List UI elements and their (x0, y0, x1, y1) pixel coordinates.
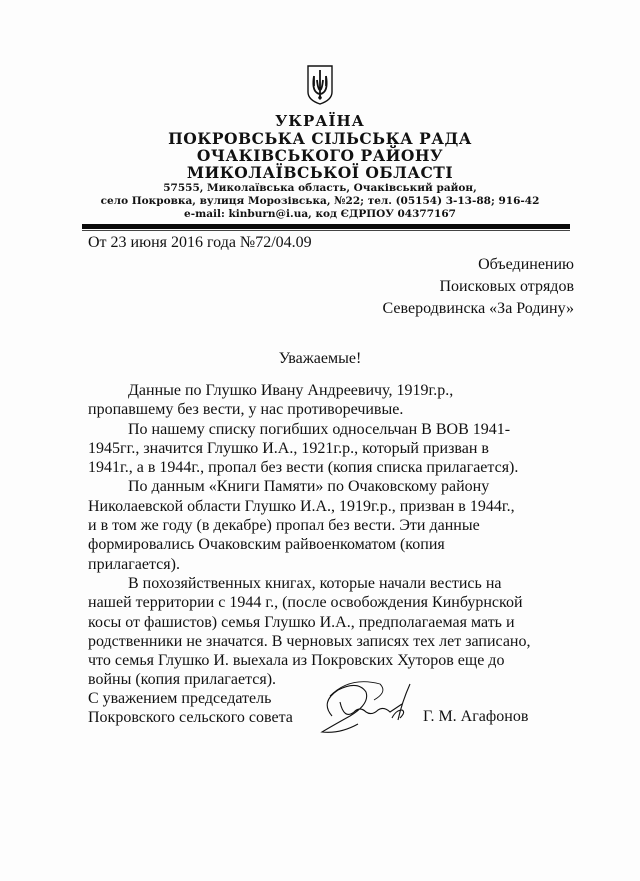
header-council: ПОКРОВСЬКА СІЛЬСЬКА РАДА (168, 129, 472, 148)
signer-name: Г. М. Агафонов (423, 708, 529, 725)
header-region: МИКОЛАЇВСЬКОЇ ОБЛАСТІ (186, 163, 454, 182)
letter-date-reference: От 23 июня 2016 года №72/04.09 (88, 234, 312, 251)
closing-line: Покровского сельского совета (88, 709, 293, 726)
body-line: пропавшему без вести, у нас противоречивые. (88, 401, 404, 419)
letter-body (88, 381, 568, 690)
addressee-line: Северодвинска «За Родину» (382, 300, 574, 317)
body-line: Данные по Глушко Ивану Андреевичу, 1919г.р., (128, 382, 454, 399)
body-line: В похозяйственных книгах, которые начали вестись на (128, 574, 502, 592)
body-line: По данным «Книги Памяти» по Очаковскому району (128, 478, 490, 496)
paragraph (88, 477, 568, 573)
handwritten-signature-icon (310, 672, 420, 742)
header-district: ОЧАКІВСЬКОГО РАЙОНУ (196, 146, 444, 165)
header-address-line-3: e-mail: kinburn@i.ua, код ЄДРПОУ 04377167 (184, 208, 456, 220)
closing-block (88, 689, 293, 727)
header-divider-thin (82, 230, 570, 231)
addressee-block (383, 254, 574, 320)
body-line: прилагается). (88, 555, 180, 573)
paragraph (88, 381, 568, 420)
body-line: 1941г., а в 1944г., пропал без вести (копия списка прилагается). (88, 459, 519, 477)
body-line: родственники не значатся. В черновых записях тех лет записано, (88, 632, 531, 650)
body-line: что семья Глушко И. выехала из Покровских Хуторов еще до (88, 652, 505, 670)
header-divider (82, 224, 570, 229)
header-country: УКРАЇНА (275, 112, 365, 130)
body-line: По нашему списку погибших односельчан В ВОВ 1941- (128, 420, 511, 438)
body-line: Николаевской области Глушко И.А., 1919г.р., призван в 1944г., (88, 497, 515, 515)
paragraph (88, 420, 568, 478)
closing-line: С уважением председатель (88, 690, 272, 707)
body-line: нашей территории с 1944 г., (после освобождения Кинбурнской (88, 594, 523, 612)
body-line: формировались Очаковским райвоенкоматом (копия (88, 536, 445, 554)
body-line: 1945гг., значится Глушко И.А., 1921г.р., который призван в (88, 439, 489, 457)
header-address-line-1: 57555, Миколаївська область, Очаківський район, (163, 182, 477, 194)
addressee-line: Поисковых отрядов (439, 278, 574, 295)
header-address-line-2: село Покровка, вулиця Морозівська, №22; тел. (05154) 3-13-88; 916-42 (100, 195, 540, 207)
body-line: войны (копия прилагается). (88, 671, 277, 689)
ukraine-trident-icon (306, 64, 334, 106)
body-line: и в том же году (в декабре) пропал без вести. Эти данные (88, 517, 480, 535)
addressee-line: Объединению (478, 256, 574, 273)
greeting: Уважаемые! (278, 350, 362, 367)
body-line: косы от фашистов) семья Глушко И.А., предполагаемая мать и (88, 613, 515, 631)
